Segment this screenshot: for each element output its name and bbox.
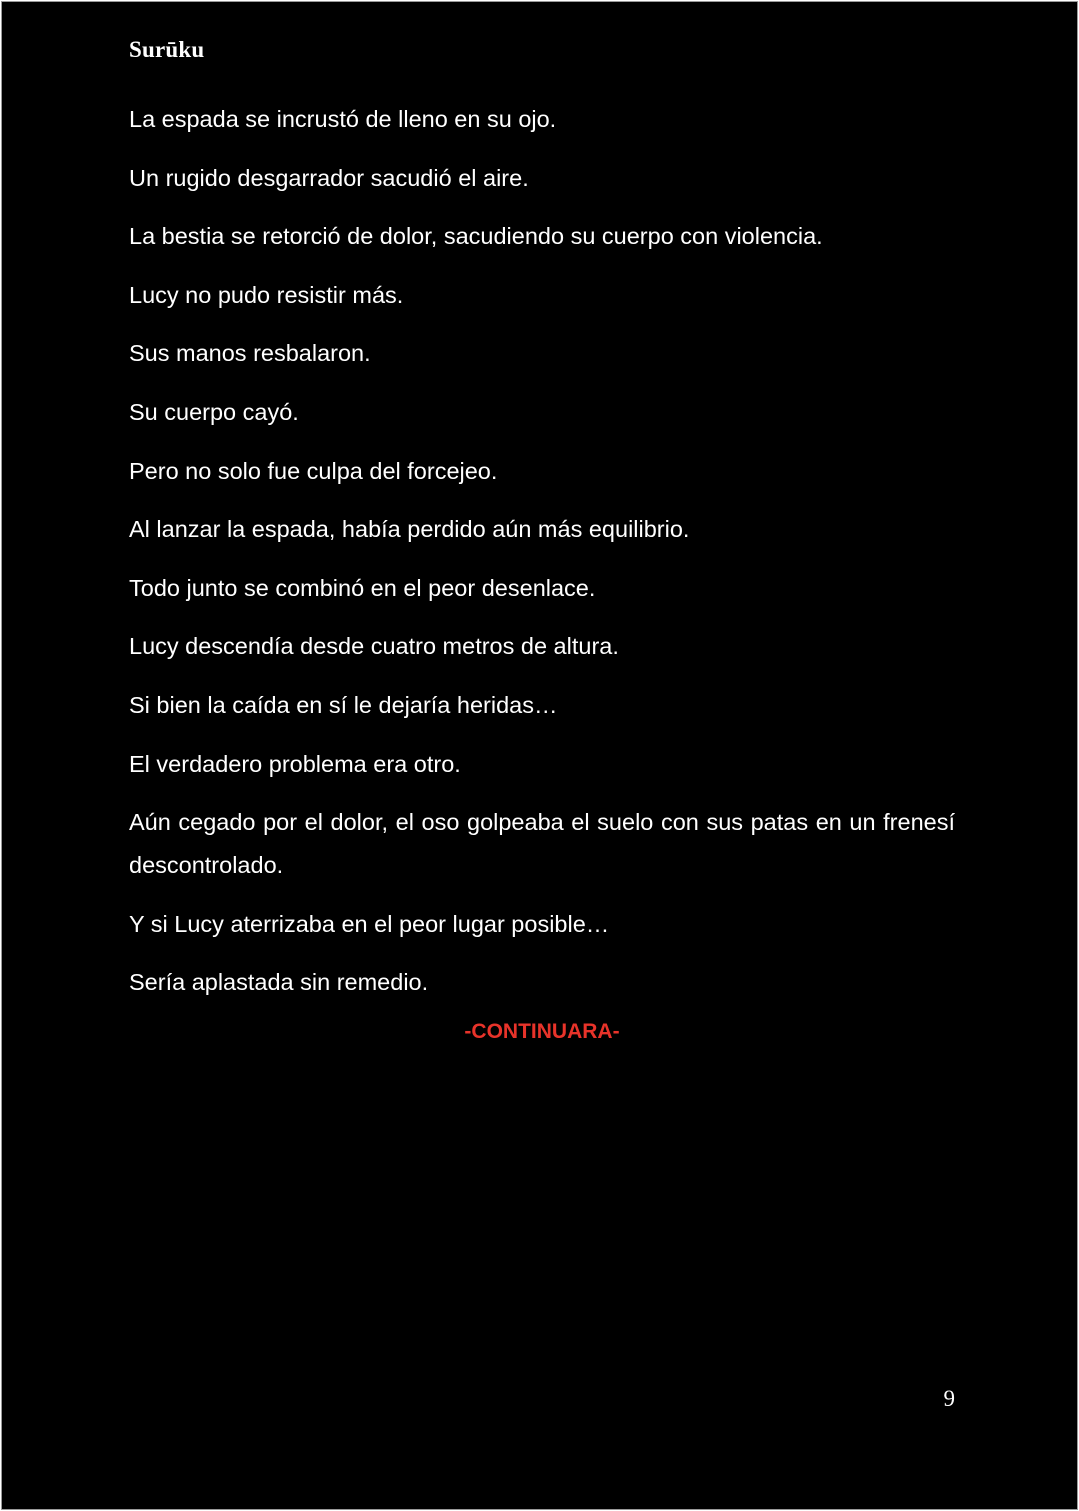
paragraph-10: Lucy descendía desde cuatro metros de altura.	[129, 633, 619, 660]
paragraph-5: Sus manos resbalaron.	[129, 340, 371, 367]
page-number: 9	[943, 1386, 955, 1411]
paragraph-7: Pero no solo fue culpa del forcejeo.	[129, 457, 498, 484]
paragraph-9: Todo junto se combinó en el peor desenlace.	[129, 574, 596, 601]
paragraph-1: La espada se incrustó de lleno en su ojo.	[129, 106, 557, 132]
paragraph-8: Al lanzar la espada, había perdido aún más equilibrio.	[129, 516, 690, 543]
paragraph-13: Aún cegado por el dolor, el oso golpeaba el suelo con sus patas en un frenesí descontrolado.	[129, 809, 955, 879]
running-header-title: Surūku	[129, 37, 205, 62]
paragraph-14: Y si Lucy aterrizaba en el peor lugar posible…	[129, 910, 610, 937]
paragraph-4: Lucy no pudo resistir más.	[129, 281, 404, 308]
paragraph-2: Un rugido desgarrador sacudió el aire.	[129, 164, 529, 191]
paragraph-15: Sería aplastada sin remedio.	[129, 969, 429, 996]
document-page	[2, 2, 1077, 1509]
paragraph-12: El verdadero problema era otro.	[129, 750, 461, 777]
story-text	[129, 98, 955, 1020]
paragraph-3: La bestia se retorció de dolor, sacudiendo su cuerpo con violencia.	[129, 223, 823, 250]
paragraph-11: Si bien la caída en sí le dejaría heridas…	[129, 691, 558, 718]
continue-label: -CONTINUARA-	[464, 1020, 620, 1043]
paragraph-6: Su cuerpo cayó.	[129, 398, 299, 425]
